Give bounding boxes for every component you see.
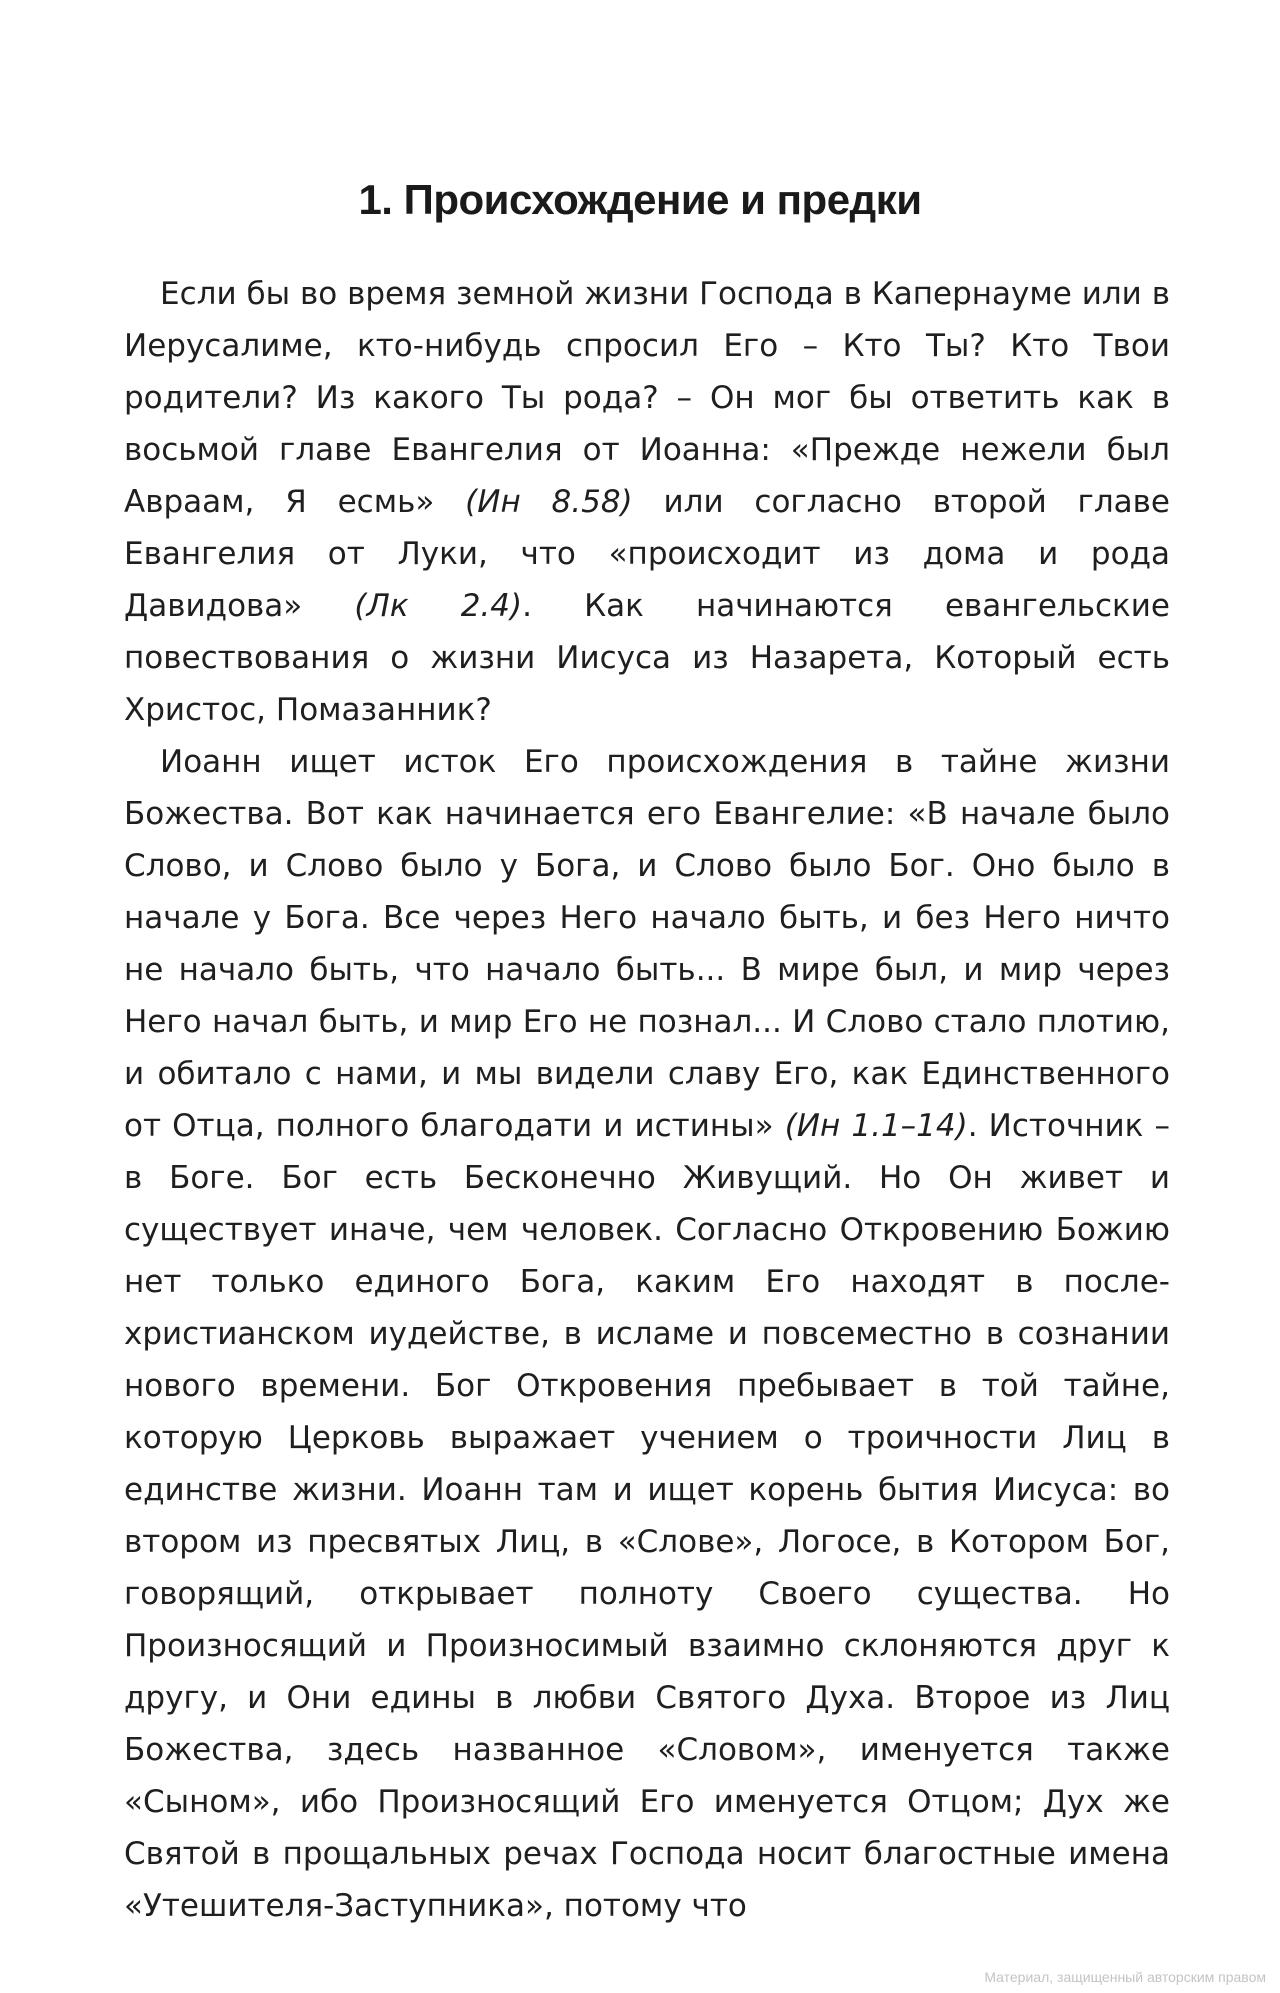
paragraph-2 (124, 736, 1170, 1932)
scripture-reference: (Лк 2.4) (354, 588, 523, 624)
text-segment: Иоанн ищет исток Его происхождения в тайне жизни Божества. Вот как начинается его Евангелие: «В начале было Слово, и Слово было у Бога, и Слово было Бог. Оно было в начале у Бога. Все через Него начало быть, и без Него ничто не начало быть, что начало быть... В мире был, и мир через Него начал быть, и мир Его не познал... И Слово стало плотию, и обитало с нами, и мы видели славу Его, как Единственного от Отца, полного благодати и истины» (124, 744, 1170, 1144)
paragraph-1 (124, 268, 1170, 736)
copyright-watermark: Материал, защищенный авторским правом (984, 1969, 1266, 1985)
body-text (124, 268, 1170, 1932)
chapter-title: 1. Происхождение и предки (358, 176, 922, 223)
scripture-reference: (Ин 1.1–14) (784, 1108, 968, 1144)
text-segment: или согласно второй главе Евангелия от Луки, что «происходит из дома и рода Давидова» (124, 484, 1170, 624)
text-segment: . Как начинаются евангельские повествования о жизни Иисуса из Назарета, Который есть Христос, Помазанник? (124, 588, 1170, 728)
scripture-reference: (Ин 8.58) (465, 484, 633, 520)
text-segment: . Источник – в Боге. Бог есть Бесконечно Живущий. Но Он живет и существует иначе, чем человек. Согласно Откровению Божию нет только единого Бога, каким Его находят в после-христианском иудействе, в исламе и повсеместно в сознании нового времени. Бог Откровения пребывает в той тайне, которую Церковь выражает учением о троичности Лиц в единстве жизни. Иоанн там и ищет корень бытия Иисуса: во втором из пресвятых Лиц, в «Слове», Логосе, в Котором Бог, говорящий, открывает полноту Своего существа. Но Произносящий и Произносимый взаимно склоняются друг к другу, и Они едины в любви Святого Духа. Второе из Лиц Божества, здесь названное «Словом», именуется также «Сыном», ибо Произносящий Его именуется Отцом; Дух же Святой в прощальных речах Господа носит благостные имена «Утешителя-Заступника», потому что (124, 1108, 1171, 1924)
text-segment: Если бы во время земной жизни Господа в Капернауме или в Иерусалиме, кто-нибудь спросил Его – Кто Ты? Кто Твои родители? Из какого Ты рода? – Он мог бы ответить как в восьмой главе Евангелия от Иоанна: «Прежде нежели был Авраам, Я есмь» (124, 276, 1170, 520)
